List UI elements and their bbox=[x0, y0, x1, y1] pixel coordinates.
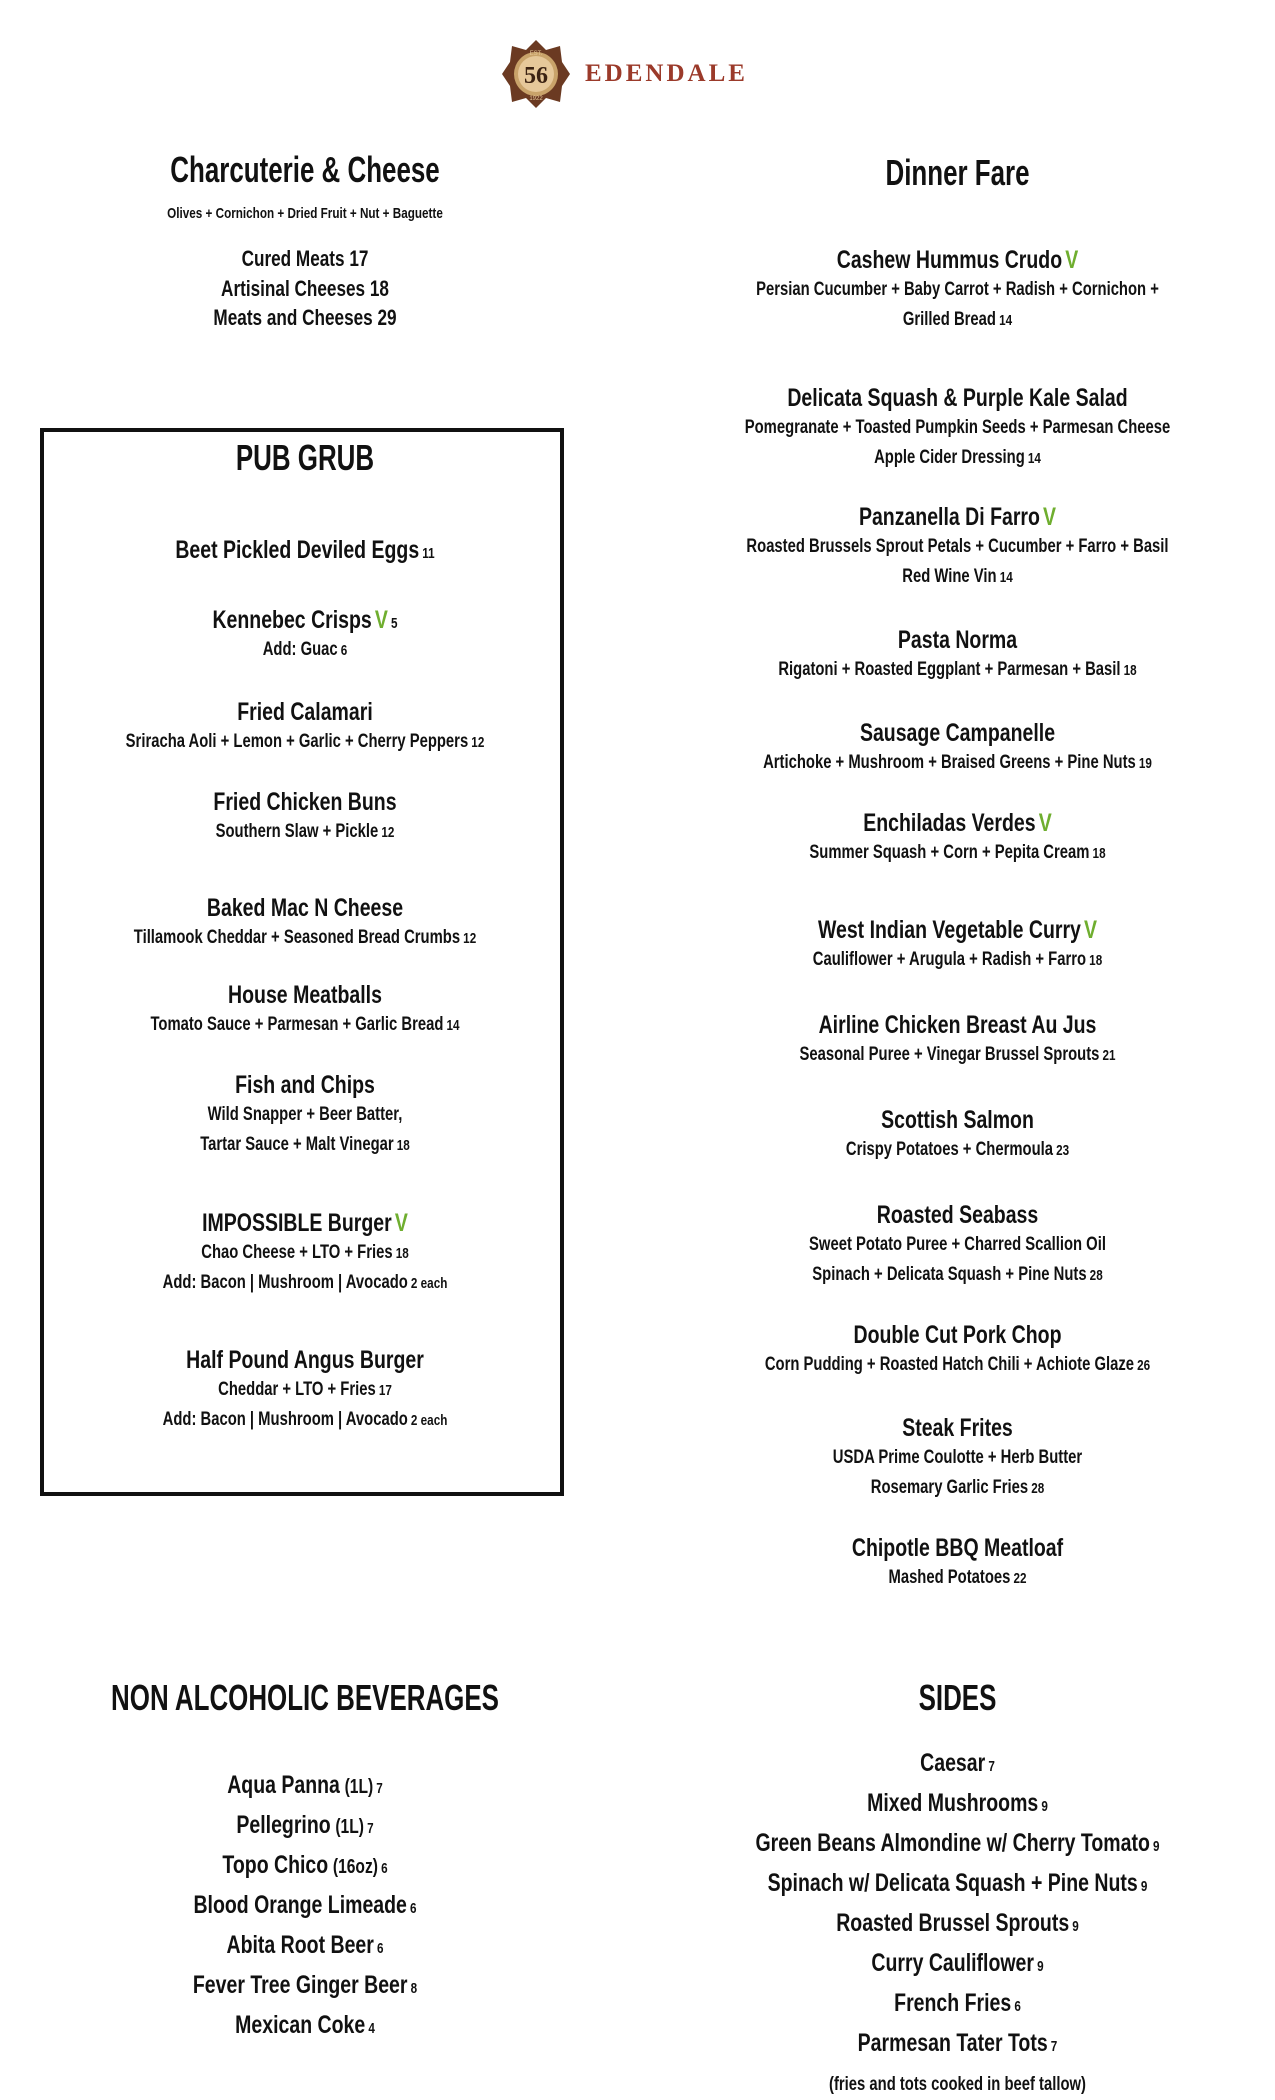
menu-item-title: Enchiladas Verdes bbox=[863, 809, 1036, 837]
menu-item-name bbox=[67, 1345, 543, 1375]
side-name bbox=[710, 1868, 1205, 1898]
side-price: 9 bbox=[1153, 1838, 1160, 1855]
menu-item-price: 19 bbox=[1138, 755, 1152, 772]
menu-item-price: 26 bbox=[1137, 1357, 1151, 1374]
menu-item-price: 21 bbox=[1102, 1047, 1116, 1064]
menu-item bbox=[640, 915, 1275, 975]
side-name bbox=[710, 1788, 1205, 1818]
description-text: Cauliflower + Arugula + Radish + Farro bbox=[812, 949, 1087, 970]
menu-item-description bbox=[710, 748, 1205, 778]
menu-item-price: 18 bbox=[396, 1137, 410, 1155]
menu-item bbox=[640, 1105, 1275, 1165]
badge-bottom-text: 1922 bbox=[529, 96, 543, 102]
description-text: Spinach + Delicata Squash + Pine Nuts bbox=[812, 1264, 1087, 1286]
side-price: 9 bbox=[1140, 1878, 1148, 1895]
side-name bbox=[710, 1908, 1205, 1938]
pub-grub-box bbox=[40, 428, 564, 1496]
menu-item-title: Half Pound Angus Burger bbox=[186, 1346, 424, 1374]
menu-item bbox=[640, 1010, 1275, 1070]
beverage-item bbox=[0, 1770, 610, 1800]
side-price: 9 bbox=[1041, 1798, 1048, 1815]
menu-item-description bbox=[67, 1238, 543, 1268]
description-text: Tillamook Cheddar + Seasoned Bread Crumbs bbox=[133, 927, 461, 948]
side-item bbox=[640, 1828, 1275, 1858]
menu-item-name bbox=[67, 893, 543, 923]
menu-item bbox=[0, 535, 610, 565]
menu-item bbox=[0, 1345, 610, 1436]
side-price: 7 bbox=[988, 1758, 995, 1775]
description-text: Persian Cucumber + Baby Carrot + Radish + Cornichon + bbox=[756, 279, 1159, 300]
description-text: Mashed Potatoes bbox=[888, 1567, 1011, 1588]
beverages-title: NON ALCOHOLIC BEVERAGES bbox=[111, 1677, 499, 1718]
menu-item-title: Double Cut Pork Chop bbox=[853, 1321, 1062, 1349]
beverage-price: 7 bbox=[376, 1780, 383, 1797]
beverage-price: 4 bbox=[368, 2020, 375, 2037]
menu-item-title: Fish and Chips bbox=[235, 1071, 375, 1099]
sides-title: SIDES bbox=[918, 1677, 997, 1718]
menu-item-name bbox=[67, 980, 543, 1010]
brand-name: EDENDALE bbox=[585, 60, 748, 87]
menu-item-price: 14 bbox=[999, 569, 1013, 587]
menu-item-description bbox=[67, 1130, 543, 1160]
menu-item-price: 5 bbox=[391, 615, 398, 632]
menu-item-description bbox=[710, 1135, 1205, 1165]
charcuterie-item: Cured Meats 17 bbox=[241, 246, 369, 271]
vegan-mark: V bbox=[1065, 246, 1079, 274]
menu-item-title: Kennebec Crisps bbox=[212, 606, 372, 634]
beverage-price: 6 bbox=[381, 1860, 388, 1877]
charcuterie-item: Artisinal Cheeses 18 bbox=[221, 275, 389, 301]
menu-item bbox=[640, 808, 1275, 868]
menu-item-title: West Indian Vegetable Curry bbox=[817, 916, 1081, 944]
menu-item bbox=[640, 1533, 1275, 1593]
side-name bbox=[710, 2028, 1205, 2058]
menu-item-price: 12 bbox=[471, 734, 485, 751]
description-text: Crispy Potatoes + Chermoula bbox=[845, 1139, 1053, 1160]
menu-item-name bbox=[710, 383, 1205, 413]
side-price: 9 bbox=[1072, 1918, 1079, 1935]
description-text: Chao Cheese + LTO + Fries bbox=[201, 1242, 393, 1263]
menu-item-price: 12 bbox=[463, 930, 477, 947]
beverage-size: (16oz) bbox=[332, 1856, 378, 1878]
description-text: Sweet Potato Puree + Charred Scallion Oil bbox=[809, 1234, 1106, 1255]
description-text: Sriracha Aoli + Lemon + Garlic + Cherry Peppers bbox=[125, 731, 469, 752]
menu-item-price: 28 bbox=[1089, 1267, 1103, 1285]
menu-item bbox=[0, 1208, 610, 1299]
beverage-size: (1L) bbox=[344, 1776, 374, 1798]
menu-item-name bbox=[710, 1010, 1205, 1040]
menu-item bbox=[640, 245, 1275, 336]
side-item bbox=[640, 1948, 1275, 1978]
beverage-price: 8 bbox=[410, 1980, 418, 1997]
logo bbox=[0, 38, 1275, 110]
menu-item-name bbox=[67, 1208, 543, 1238]
menu-item-description bbox=[710, 275, 1205, 305]
menu-item-name bbox=[710, 1200, 1205, 1230]
charcuterie-item: Meats and Cheeses 29 bbox=[213, 305, 397, 331]
menu-item-description bbox=[710, 443, 1205, 473]
dinner-section bbox=[640, 152, 1275, 193]
side-title: Roasted Brussel Sprouts bbox=[836, 1909, 1070, 1937]
side-title: Parmesan Tater Tots bbox=[857, 2029, 1048, 2057]
vegan-mark: V bbox=[394, 1209, 408, 1237]
side-item bbox=[640, 1748, 1275, 1778]
menu-item-description bbox=[67, 1375, 543, 1405]
beverage-item bbox=[0, 2010, 610, 2040]
menu-item-title: Steak Frites bbox=[902, 1414, 1013, 1442]
description-text: Seasonal Puree + Vinegar Brussel Sprouts bbox=[799, 1044, 1100, 1065]
menu-item-description bbox=[710, 532, 1205, 562]
beverage-name bbox=[67, 1850, 543, 1880]
menu-item-title: Panzanella Di Farro bbox=[858, 503, 1040, 531]
description-text: Summer Squash + Corn + Pepita Cream bbox=[809, 842, 1090, 863]
menu-item-title: Beet Pickled Deviled Eggs bbox=[175, 536, 420, 564]
menu-item-price: 22 bbox=[1013, 1570, 1027, 1587]
beverage-item bbox=[0, 1890, 610, 1920]
menu-item-price: 17 bbox=[378, 1382, 392, 1399]
description-text: Add: Bacon | Mushroom | Avocado bbox=[162, 1272, 408, 1294]
side-item bbox=[640, 1988, 1275, 2018]
vegan-mark: V bbox=[1043, 503, 1057, 531]
description-text: Roasted Brussels Sprout Petals + Cucumber + Farro + Basil bbox=[746, 536, 1169, 557]
menu-item-name bbox=[710, 245, 1205, 275]
beverage-title: Abita Root Beer bbox=[226, 1931, 374, 1959]
menu-item-description bbox=[67, 635, 543, 665]
side-price: 7 bbox=[1050, 2038, 1058, 2055]
beverage-title: Aqua Panna bbox=[227, 1771, 340, 1799]
menu-item-title: Delicata Squash & Purple Kale Salad bbox=[787, 384, 1128, 412]
menu-item-description bbox=[710, 1350, 1205, 1380]
side-item bbox=[640, 1908, 1275, 1938]
menu-item-price: 14 bbox=[446, 1017, 460, 1034]
description-text: Red Wine Vin bbox=[902, 566, 997, 588]
menu-item-name bbox=[710, 502, 1205, 532]
sides-note: (fries and tots cooked in beef tallow) bbox=[829, 2074, 1086, 2095]
badge-top-text: EST. bbox=[529, 51, 543, 57]
side-title: Curry Cauliflower bbox=[871, 1949, 1034, 1977]
beverage-name bbox=[67, 1810, 543, 1840]
menu-item-description bbox=[710, 838, 1205, 868]
beverages-section bbox=[0, 1677, 610, 1718]
menu-item-name bbox=[710, 1320, 1205, 1350]
menu-item-name bbox=[710, 915, 1205, 945]
menu-item-price: 23 bbox=[1056, 1142, 1070, 1159]
menu-item bbox=[640, 625, 1275, 685]
description-text: Wild Snapper + Beer Batter, bbox=[207, 1104, 403, 1125]
menu-item-price: 12 bbox=[381, 824, 395, 841]
menu-item-description bbox=[67, 1405, 543, 1435]
beverage-name bbox=[67, 1930, 543, 1960]
side-item bbox=[640, 1868, 1275, 1898]
description-text: Rigatoni + Roasted Eggplant + Parmesan + Basil bbox=[778, 659, 1121, 680]
menu-item bbox=[640, 1320, 1275, 1380]
menu-item-title: Airline Chicken Breast Au Jus bbox=[818, 1011, 1097, 1039]
side-price: 9 bbox=[1037, 1958, 1044, 1975]
menu-item-description bbox=[710, 1040, 1205, 1070]
menu-item-price: 11 bbox=[422, 545, 435, 562]
menu-item-name bbox=[67, 697, 543, 727]
menu-item-description bbox=[67, 817, 543, 847]
badge-number: 56 bbox=[524, 63, 548, 89]
menu-item-name bbox=[710, 625, 1205, 655]
menu-item bbox=[0, 605, 610, 665]
menu-item-name bbox=[710, 718, 1205, 748]
menu-item bbox=[640, 1413, 1275, 1504]
beverage-item bbox=[0, 1930, 610, 1960]
menu-item bbox=[640, 383, 1275, 474]
menu-item-price: 18 bbox=[395, 1245, 409, 1262]
beverage-item bbox=[0, 1810, 610, 1840]
menu-item bbox=[0, 787, 610, 847]
menu-item-price: 18 bbox=[1092, 845, 1106, 862]
beverage-title: Mexican Coke bbox=[235, 2011, 366, 2039]
description-text: Tomato Sauce + Parmesan + Garlic Bread bbox=[150, 1014, 444, 1035]
menu-item bbox=[640, 1200, 1275, 1291]
menu-item-description bbox=[710, 655, 1205, 685]
menu-item-description bbox=[710, 305, 1205, 335]
pub-grub-title: PUB GRUB bbox=[235, 437, 375, 478]
menu-item-name bbox=[710, 1533, 1205, 1563]
side-item bbox=[640, 2028, 1275, 2058]
menu-item-name bbox=[710, 808, 1205, 838]
menu-item-description bbox=[67, 1100, 543, 1130]
side-price: 6 bbox=[1014, 1998, 1021, 2015]
description-text: Add: Bacon | Mushroom | Avocado bbox=[162, 1409, 408, 1431]
menu-item-price: 18 bbox=[1089, 952, 1103, 969]
description-text: Add: Guac bbox=[262, 639, 338, 660]
menu-item-description bbox=[67, 923, 543, 953]
menu-item-name bbox=[67, 605, 543, 635]
description-text: USDA Prime Coulotte + Herb Butter bbox=[832, 1447, 1083, 1468]
menu-item-name bbox=[67, 535, 543, 565]
menu-item-price: 6 bbox=[340, 642, 348, 659]
menu-item-title: IMPOSSIBLE Burger bbox=[202, 1209, 392, 1237]
menu-item-description bbox=[710, 1473, 1205, 1503]
menu-item-description bbox=[710, 562, 1205, 592]
beverage-price: 7 bbox=[367, 1820, 374, 1837]
menu-item-description bbox=[710, 1230, 1205, 1260]
menu-item bbox=[640, 718, 1275, 778]
dinner-title: Dinner Fare bbox=[885, 152, 1030, 193]
menu-item-description bbox=[710, 1260, 1205, 1290]
menu-item-description bbox=[710, 413, 1205, 443]
menu-item-title: Pasta Norma bbox=[897, 626, 1018, 654]
menu-item-description bbox=[710, 945, 1205, 975]
menu-item bbox=[0, 980, 610, 1040]
menu-item bbox=[0, 893, 610, 953]
beverage-item bbox=[0, 1850, 610, 1880]
side-title: Spinach w/ Delicata Squash + Pine Nuts bbox=[767, 1869, 1138, 1897]
menu-item bbox=[640, 502, 1275, 593]
menu-item-price: 14 bbox=[999, 312, 1013, 330]
menu-item-title: Cashew Hummus Crudo bbox=[836, 246, 1063, 274]
side-title: Mixed Mushrooms bbox=[867, 1789, 1039, 1817]
fire-badge-icon bbox=[500, 38, 572, 110]
beverage-title: Fever Tree Ginger Beer bbox=[192, 1971, 408, 1999]
beverage-name bbox=[67, 1770, 543, 1800]
menu-item-description bbox=[67, 1010, 543, 1040]
menu-item-name bbox=[67, 787, 543, 817]
menu-item-title: Roasted Seabass bbox=[876, 1201, 1039, 1229]
beverage-item bbox=[0, 1970, 610, 2000]
side-item bbox=[640, 1788, 1275, 1818]
menu-item bbox=[0, 697, 610, 757]
menu-item-name bbox=[67, 1070, 543, 1100]
beverage-name bbox=[67, 1890, 543, 1920]
charcuterie-section bbox=[0, 149, 610, 333]
menu-item-title: Fried Calamari bbox=[237, 698, 373, 726]
side-title: Green Beans Almondine w/ Cherry Tomato bbox=[755, 1829, 1150, 1857]
menu-item-name bbox=[710, 1413, 1205, 1443]
charcuterie-title: Charcuterie & Cheese bbox=[170, 149, 440, 190]
menu-item-description bbox=[67, 1268, 543, 1298]
menu-item-description bbox=[67, 727, 543, 757]
sides-section bbox=[640, 1677, 1275, 1718]
beverage-title: Blood Orange Limeade bbox=[193, 1891, 407, 1919]
beverage-price: 6 bbox=[410, 1900, 417, 1917]
menu-item-title: House Meatballs bbox=[228, 981, 382, 1009]
menu-item-price: 18 bbox=[1123, 662, 1137, 679]
description-text: Apple Cider Dressing bbox=[874, 447, 1025, 469]
menu-item-title: Chipotle BBQ Meatloaf bbox=[851, 1534, 1064, 1562]
vegan-mark: V bbox=[1038, 809, 1052, 837]
pub-grub-section bbox=[0, 437, 610, 478]
menu-item-description bbox=[710, 1563, 1205, 1593]
menu-item-name bbox=[710, 1105, 1205, 1135]
beverage-name bbox=[67, 1970, 543, 2000]
menu-item-price: 14 bbox=[1027, 450, 1041, 468]
beverage-title: Topo Chico bbox=[222, 1851, 329, 1879]
description-text: Grilled Bread bbox=[902, 309, 996, 331]
beverage-title: Pellegrino bbox=[236, 1811, 331, 1839]
menu-item-price: 2 each bbox=[410, 1275, 448, 1293]
side-title: Caesar bbox=[920, 1749, 986, 1777]
description-text: Cheddar + LTO + Fries bbox=[218, 1379, 376, 1400]
menu-item bbox=[0, 1070, 610, 1161]
side-name bbox=[710, 1948, 1205, 1978]
menu-item-title: Sausage Campanelle bbox=[859, 719, 1056, 747]
menu-item-price: 28 bbox=[1031, 1480, 1045, 1498]
vegan-mark: V bbox=[374, 606, 388, 634]
description-text: Tartar Sauce + Malt Vinegar bbox=[200, 1134, 394, 1156]
charcuterie-subtitle: Olives + Cornichon + Dried Fruit + Nut + Baguette bbox=[167, 205, 443, 222]
description-text: Pomegranate + Toasted Pumpkin Seeds + Parmesan Cheese bbox=[744, 417, 1171, 438]
menu-item-title: Fried Chicken Buns bbox=[213, 788, 397, 816]
description-text: Corn Pudding + Roasted Hatch Chili + Achiote Glaze bbox=[764, 1354, 1135, 1375]
menu-item-description bbox=[710, 1443, 1205, 1473]
menu-item-title: Baked Mac N Cheese bbox=[206, 894, 404, 922]
vegan-mark: V bbox=[1084, 916, 1098, 944]
description-text: Southern Slaw + Pickle bbox=[215, 821, 379, 842]
side-title: French Fries bbox=[894, 1989, 1012, 2017]
description-text: Rosemary Garlic Fries bbox=[870, 1477, 1029, 1499]
side-name bbox=[710, 1748, 1205, 1778]
beverage-name bbox=[67, 2010, 543, 2040]
side-name bbox=[710, 1828, 1205, 1858]
side-name bbox=[710, 1988, 1205, 2018]
beverage-price: 6 bbox=[376, 1940, 384, 1957]
description-text: Artichoke + Mushroom + Braised Greens + Pine Nuts bbox=[763, 752, 1136, 773]
beverage-size: (1L) bbox=[335, 1816, 364, 1838]
menu-item-title: Scottish Salmon bbox=[881, 1106, 1034, 1134]
menu-item-price: 2 each bbox=[410, 1412, 448, 1430]
